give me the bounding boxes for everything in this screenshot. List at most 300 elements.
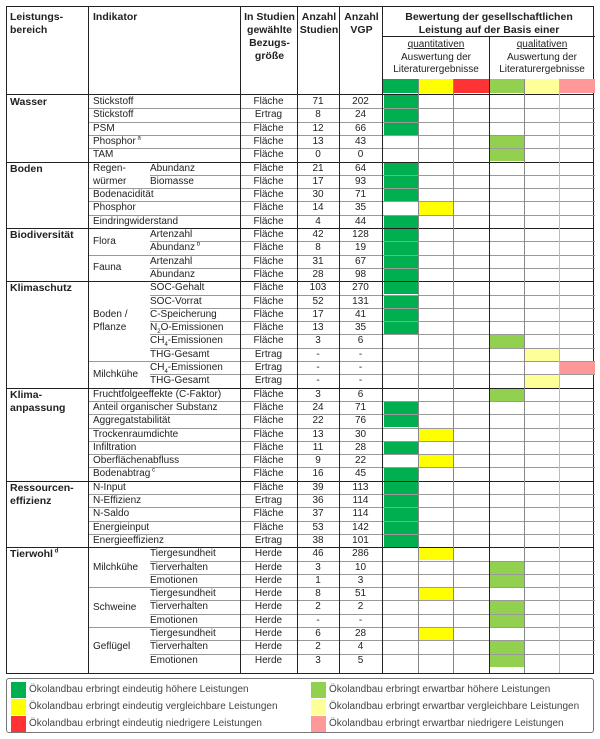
vgp-cell: 45 (354, 468, 367, 480)
swatch-red (453, 79, 489, 93)
vgp-cell: 30 (354, 428, 367, 440)
bezug-cell: Fläche (253, 189, 284, 201)
studien-cell: 42 (312, 229, 324, 240)
rating-mark-dark-green (384, 188, 418, 201)
bezug-cell: Fläche (253, 149, 284, 161)
rating-mark-yellow (419, 587, 453, 600)
vgp-cell: 6 (357, 388, 364, 400)
vgp-cell: 35 (354, 202, 367, 214)
indikator-cell: $CH_4$-Emissionen (150, 362, 223, 375)
col-divider (559, 79, 560, 673)
bezug-cell: Herde (254, 628, 283, 639)
table-row (7, 108, 593, 121)
table-row (7, 534, 593, 547)
swatch-yellow (418, 79, 453, 93)
vgp-cell: 41 (354, 308, 367, 320)
swatch-dark-green (383, 79, 418, 93)
vgp-cell: 93 (354, 175, 367, 187)
row-divider (150, 640, 595, 641)
studien-cell: 6 (315, 628, 321, 639)
rating-mark-dark-green (384, 414, 418, 427)
rating-mark-dark-green (384, 268, 418, 281)
rating-mark-dark-green (384, 281, 418, 294)
row-divider (88, 494, 595, 495)
bezug-cell: Herde (254, 601, 283, 613)
row-divider (88, 108, 595, 109)
vgp-cell: - (358, 348, 363, 360)
studien-cell: 53 (312, 521, 324, 533)
bezug-cell: Ertrag (254, 495, 283, 506)
swatch-light-yellow (524, 79, 559, 93)
legend-label: Ökolandbau erbringt eindeutig niedrigere Leistungen (29, 718, 262, 729)
indikator-cell: TAM (93, 149, 114, 161)
rating-mark-light-green (490, 600, 524, 613)
studien-cell: 14 (312, 202, 324, 214)
indikator-cell: Bodenacidität (93, 189, 154, 201)
vgp-cell: - (358, 362, 363, 373)
studien-cell: 13 (312, 428, 324, 440)
rating-mark-dark-green (384, 401, 418, 414)
col-divider (418, 79, 419, 673)
header-qualitativ (489, 39, 595, 77)
bezug-cell: Fläche (253, 335, 284, 347)
table-row (7, 428, 593, 441)
legend-swatch (11, 699, 26, 715)
header-bezug (241, 7, 298, 94)
row-divider (150, 241, 595, 242)
row-divider (7, 388, 593, 389)
header-vgp-line1: Anzahl (344, 11, 379, 23)
bezug-cell: Herde (254, 574, 283, 586)
vgp-cell: 35 (354, 322, 367, 334)
row-divider (88, 135, 595, 136)
studien-cell: 2 (315, 641, 321, 653)
indikator-cell: Anteil organischer Substanz (93, 401, 218, 413)
studien-cell: 1 (315, 574, 321, 586)
vgp-cell: 113 (352, 481, 369, 493)
rating-mark-light-red (560, 361, 595, 374)
row-divider (88, 122, 595, 123)
col-divider (489, 79, 490, 673)
studien-cell: 8 (315, 109, 321, 121)
indikator-cell: Emotionen (150, 614, 198, 626)
bezug-cell: Fläche (253, 268, 284, 280)
rating-mark-light-green (490, 640, 524, 653)
table-row (7, 215, 593, 228)
bezug-cell: Fläche (253, 481, 284, 493)
row-divider (7, 547, 593, 548)
studien-cell: 8 (315, 588, 321, 600)
subgroup-label: Milchkühe (93, 368, 139, 380)
row-divider (88, 454, 595, 455)
col-divider (240, 7, 241, 673)
bezug-cell: Fläche (253, 308, 284, 320)
header-quantitativ (383, 39, 489, 77)
row-divider (7, 481, 593, 482)
rating-mark-dark-green (384, 228, 418, 241)
swatch-light-red (559, 79, 595, 93)
legend-label: Ökolandbau erbringt eindeutig vergleichbare Leistungen (29, 701, 278, 712)
subgroup-label: Flora (93, 235, 116, 247)
footnote-marker: c (150, 468, 155, 475)
subscript: 4 (164, 369, 168, 375)
footnote-marker: a (135, 135, 141, 142)
vgp-cell: 67 (354, 255, 367, 267)
studien-cell: 3 (315, 561, 321, 573)
legend-swatch (311, 716, 326, 732)
vgp-cell: 71 (354, 189, 367, 201)
table-row (7, 122, 593, 135)
header-qualitativ-line3: Literaturergebnisse (499, 64, 585, 75)
rating-mark-yellow (419, 201, 453, 214)
indikator-cell: C-Speicherung (150, 308, 217, 320)
indikator-cell: Tiergesundheit (150, 548, 216, 560)
vgp-cell: 51 (354, 588, 367, 600)
studien-cell: 16 (312, 468, 324, 480)
col-divider (297, 7, 298, 673)
rating-mark-dark-green (384, 441, 418, 454)
vgp-cell: 10 (354, 561, 367, 573)
rating-mark-dark-green (384, 241, 418, 254)
rating-mark-light-green (490, 561, 524, 574)
studien-cell: 30 (312, 189, 324, 201)
results-table (6, 6, 594, 674)
studien-cell: - (316, 375, 320, 387)
vgp-cell: 28 (354, 441, 367, 453)
table-row (7, 521, 593, 534)
studien-cell: 22 (312, 415, 324, 427)
row-divider (150, 600, 595, 601)
table-row (7, 547, 593, 560)
row-divider (150, 561, 595, 562)
bezug-cell: Fläche (253, 162, 284, 174)
bezug-cell: Fläche (253, 401, 284, 413)
bezug-cell: Fläche (253, 215, 284, 227)
rating-mark-yellow (419, 547, 453, 560)
vgp-cell: 19 (354, 242, 367, 254)
rating-mark-dark-green (384, 295, 418, 308)
table-row (7, 281, 593, 294)
table-row (7, 334, 593, 347)
indikator-cell: THG-Gesamt (150, 348, 210, 360)
rating-mark-dark-green (384, 175, 418, 188)
table-row (7, 467, 593, 480)
vgp-cell: - (358, 614, 363, 626)
rating-mark-dark-green (384, 122, 418, 135)
studien-cell: 24 (312, 401, 324, 413)
rating-mark-yellow (419, 454, 453, 467)
subgroup-label: Fauna (93, 262, 122, 274)
studien-cell: 21 (312, 162, 324, 174)
col-divider (88, 7, 89, 673)
indikator-cell: Stickstoff (93, 96, 134, 107)
subgroup-label: Boden / Pflanze (93, 309, 128, 334)
table-row (7, 494, 593, 507)
vgp-cell: 64 (354, 162, 367, 174)
col-divider (453, 79, 454, 673)
row-divider (88, 148, 595, 149)
rating-mark-dark-green (384, 507, 418, 520)
header-qualitativ-line2: Auswertung der (506, 51, 578, 63)
table-header (7, 7, 593, 95)
rating-mark-dark-green (384, 255, 418, 268)
vgp-cell: 71 (354, 401, 367, 413)
subgroup-label: Schweine (93, 601, 137, 613)
vgp-cell: 114 (352, 495, 369, 506)
table-row (7, 401, 593, 414)
studien-cell: 3 (315, 654, 321, 666)
bezug-cell: Fläche (253, 455, 284, 467)
row-divider (88, 627, 595, 628)
table-row (7, 654, 593, 667)
indikator-cell: Abundanz (150, 162, 196, 174)
indikator-cell: $CH_4$-Emissionen (150, 335, 223, 349)
header-bereich (10, 7, 88, 94)
studien-cell: 38 (312, 534, 324, 546)
group-label: Biodiversität (10, 229, 74, 241)
rating-mark-dark-green (384, 494, 418, 507)
vgp-cell: 101 (352, 534, 369, 546)
row-divider (88, 215, 595, 216)
vgp-cell: 3 (357, 574, 364, 586)
rating-mark-light-green (490, 574, 524, 587)
bezug-cell: Fläche (253, 322, 284, 334)
studien-cell: 17 (312, 175, 324, 187)
indikator-cell: Stickstoff (93, 109, 134, 121)
indikator-cell: Infiltration (93, 441, 137, 453)
bezug-cell: Herde (254, 654, 283, 666)
studien-cell: 4 (315, 215, 321, 227)
table-row (7, 507, 593, 520)
studien-cell: 36 (312, 495, 324, 506)
bezug-cell: Fläche (253, 415, 284, 427)
vgp-cell: 142 (352, 521, 369, 533)
header-bewertung (383, 7, 595, 37)
rating-mark-light-yellow (525, 348, 559, 361)
studien-cell: 28 (312, 268, 324, 280)
studien-cell: 46 (312, 548, 324, 560)
vgp-cell: 5 (357, 654, 364, 666)
indikator-cell: Artenzahl (150, 255, 193, 267)
row-divider (88, 521, 595, 522)
vgp-cell: 44 (354, 215, 367, 227)
indikator-cell: Abundanz $^b$ (150, 241, 201, 254)
studien-cell: 8 (315, 242, 321, 254)
vgp-cell: 28 (354, 628, 367, 639)
table-row (7, 388, 593, 401)
header-bezug-line1: In Studien (244, 11, 295, 23)
indikator-cell: Tierverhalten (150, 641, 208, 653)
studien-cell: 11 (312, 441, 324, 453)
swatch-light-green (489, 79, 524, 93)
studien-cell: 3 (315, 335, 321, 347)
header-bezug-line4: größe (254, 50, 285, 62)
indikator-cell: $N_2O$-Emissionen (150, 322, 224, 336)
vgp-cell: 43 (354, 135, 367, 147)
subscript: 2 (157, 329, 161, 336)
bezug-cell: Ertrag (254, 109, 283, 121)
col-divider (339, 7, 340, 673)
row-divider (150, 374, 595, 375)
rating-mark-dark-green (384, 481, 418, 494)
bezug-cell: Fläche (253, 122, 284, 134)
rating-mark-dark-green (384, 521, 418, 534)
indikator-cell: Emotionen (150, 574, 198, 586)
indikator-cell: Abundanz (150, 268, 196, 280)
bezug-cell: Fläche (253, 229, 284, 240)
row-divider (88, 534, 595, 535)
bezug-cell: Fläche (253, 388, 284, 400)
header-bezug-line2: gewählte (247, 24, 292, 36)
row-divider (7, 281, 593, 282)
vgp-cell: 6 (357, 335, 364, 347)
rating-mark-yellow (419, 428, 453, 441)
rating-mark-dark-green (384, 321, 418, 334)
footnote-marker: d (52, 548, 59, 555)
row-divider (88, 428, 595, 429)
indikator-cell: Phosphor $^a$ (93, 135, 141, 147)
vgp-cell: 114 (352, 508, 369, 520)
rating-mark-dark-green (384, 95, 418, 108)
bezug-cell: Fläche (253, 255, 284, 267)
table-row (7, 441, 593, 454)
indikator-cell: Aggregatstabilität (93, 415, 171, 427)
row-divider (150, 348, 595, 349)
rating-mark-dark-green (384, 308, 418, 321)
indikator-cell: THG-Gesamt (150, 375, 210, 387)
rating-mark-dark-green (384, 534, 418, 547)
rating-mark-yellow (419, 627, 453, 640)
table-row (7, 348, 593, 361)
studien-cell: 13 (312, 322, 324, 334)
indikator-cell: N-Input (93, 481, 126, 493)
studien-cell: 0 (315, 149, 321, 161)
header-bereich-line1: Leistungs- (10, 11, 64, 23)
studien-cell: - (316, 362, 320, 373)
indikator-cell: SOC-Vorrat (150, 295, 202, 307)
bezug-cell: Herde (254, 641, 283, 653)
subscript: 4 (164, 342, 168, 349)
header-vgp (340, 7, 383, 94)
table-row (7, 587, 593, 600)
row-divider (150, 295, 595, 296)
row-divider (150, 321, 595, 322)
rating-mark-light-green (490, 148, 524, 161)
bezug-cell: Ertrag (254, 362, 283, 373)
indikator-cell: PSM (93, 122, 115, 134)
rating-mark-light-green (490, 614, 524, 627)
studien-cell: 13 (312, 135, 324, 147)
vgp-cell: 24 (354, 109, 367, 121)
indikator-cell: N-Effizienz (93, 495, 142, 506)
group-label: Boden (10, 162, 43, 175)
indikator-cell: Artenzahl (150, 229, 193, 240)
table-row (7, 454, 593, 467)
indikator-cell: Oberflächenabfluss (93, 455, 180, 467)
vgp-cell: 2 (357, 601, 364, 613)
studien-cell: 31 (312, 255, 324, 267)
row-divider (88, 201, 595, 202)
row-divider (7, 228, 593, 229)
studien-cell: 9 (315, 455, 321, 467)
indikator-cell: Tiergesundheit (150, 588, 216, 600)
row-divider (88, 467, 595, 468)
bezug-cell: Fläche (253, 521, 284, 533)
header-studien-line2: Studien (299, 24, 339, 36)
bezug-cell: Fläche (253, 96, 284, 107)
studien-cell: 103 (309, 282, 327, 294)
studien-cell: 71 (312, 96, 324, 107)
vgp-cell: 22 (354, 455, 367, 467)
legend-label: Ökolandbau erbringt erwartbar vergleichbare Leistungen (329, 701, 580, 712)
indikator-cell: Energieinput (93, 521, 150, 533)
col-divider (382, 7, 383, 673)
legend-swatch (11, 716, 26, 732)
indikator-cell: Energieeffizienz (93, 534, 164, 546)
bezug-cell: Fläche (253, 295, 284, 307)
table-row (7, 614, 593, 627)
rating-mark-dark-green (384, 108, 418, 121)
legend-swatch (311, 682, 326, 698)
group-label: Tierwohl $^d$ (10, 548, 59, 561)
bezug-cell: Fläche (253, 202, 284, 214)
indikator-cell: Tierverhalten (150, 601, 208, 613)
bezug-cell: Fläche (253, 242, 284, 254)
subgroup-label: Geflügel (93, 641, 131, 653)
bezug-cell: Fläche (253, 508, 284, 520)
group-label: Wasser (10, 96, 47, 108)
legend-swatch (11, 682, 26, 698)
indikator-cell: Trockenraumdichte (93, 428, 179, 440)
bezug-cell: Ertrag (254, 534, 283, 546)
studien-cell: 37 (312, 508, 324, 520)
row-divider (150, 654, 595, 655)
vgp-cell: 76 (354, 415, 367, 427)
indikator-cell: Fruchtfolgeeffekte (C-Faktor) (93, 388, 222, 400)
table-row (7, 627, 593, 640)
bezug-cell: Fläche (253, 441, 284, 453)
row-divider (88, 255, 595, 256)
group-label: Klima- anpassung (10, 388, 66, 414)
bezug-cell: Fläche (253, 428, 284, 440)
footnote-marker: b (195, 241, 201, 248)
vgp-cell: 4 (357, 641, 364, 653)
bezug-cell: Ertrag (254, 348, 283, 360)
studien-cell: 12 (312, 122, 324, 134)
indikator-cell: Phosphor (93, 202, 136, 214)
row-divider (88, 401, 595, 402)
legend-swatch (311, 699, 326, 715)
bezug-cell: Ertrag (254, 375, 283, 387)
vgp-cell: 66 (354, 122, 367, 134)
bezug-cell: Fläche (253, 282, 284, 294)
indikator-cell: N-Saldo (93, 508, 130, 520)
header-bewertung-line1: Bewertung der gesellschaftlichen (405, 11, 573, 23)
studien-cell: 17 (312, 308, 324, 320)
table-row (7, 574, 593, 587)
bezug-cell: Herde (254, 561, 283, 573)
rating-mark-light-green (490, 135, 524, 148)
header-bezug-line3: Bezugs- (249, 37, 290, 49)
table-row (7, 135, 593, 148)
table-row (7, 201, 593, 214)
row-divider (88, 188, 595, 189)
rating-mark-dark-green (384, 162, 418, 175)
indikator-cell: Eindringwiderstand (93, 215, 179, 227)
subgroup-label: Regen- würmer (93, 162, 127, 187)
bezug-cell: Fläche (253, 175, 284, 187)
studien-cell: 2 (315, 601, 321, 613)
